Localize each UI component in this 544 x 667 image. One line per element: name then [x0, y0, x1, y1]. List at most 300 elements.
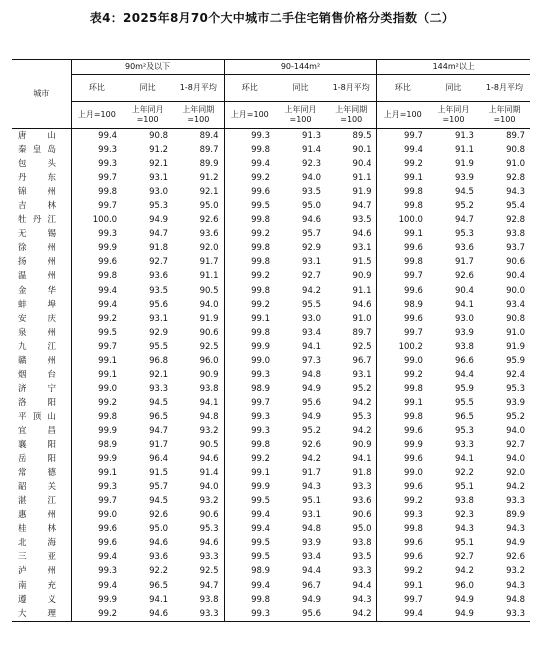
index-value: 99.4 — [98, 580, 118, 591]
index-value: 95.3 — [506, 383, 525, 394]
index-value: 90.8 — [506, 145, 525, 156]
index-value: 94.9 — [302, 594, 321, 605]
yoy-header: 同比 — [428, 75, 479, 102]
group-header-small: 90m²及以下 — [71, 60, 224, 75]
index-value: 99.2 — [251, 271, 271, 282]
table-row — [12, 284, 530, 298]
index-value: 99.4 — [251, 580, 271, 591]
index-value: 92.6 — [454, 271, 474, 282]
index-value: 93.3 — [173, 550, 224, 564]
index-value: 90.9 — [326, 438, 377, 452]
city-name — [12, 522, 71, 536]
index-value: 91.7 — [173, 255, 224, 269]
table-row — [12, 593, 530, 607]
index-value: 90.4 — [326, 157, 377, 171]
yoy-header: 同比 — [275, 75, 326, 102]
index-value: 99.8 — [98, 271, 118, 282]
index-value: 99.8 — [404, 257, 423, 268]
index-value: 99.1 — [404, 580, 423, 591]
index-value: 94.3 — [454, 524, 474, 535]
city-label: 常 德 — [18, 468, 56, 479]
index-value: 99.8 — [251, 215, 271, 226]
index-value: 99.8 — [251, 243, 271, 254]
index-value: 99.8 — [251, 440, 271, 451]
index-value: 95.2 — [454, 201, 474, 212]
table-row — [12, 396, 530, 410]
index-value: 99.6 — [404, 426, 423, 436]
city-name — [12, 227, 71, 241]
index-value: 92.0 — [506, 468, 525, 479]
index-value: 94.6 — [149, 538, 169, 549]
index-value: 92.8 — [506, 173, 525, 184]
index-value: 93.1 — [302, 257, 321, 268]
index-value: 94.6 — [302, 215, 321, 226]
index-value: 94.5 — [454, 187, 474, 198]
index-value: 94.3 — [506, 580, 525, 591]
index-value: 93.1 — [149, 313, 169, 324]
city-label: 金 华 — [18, 285, 56, 296]
index-value: 91.4 — [302, 145, 321, 156]
index-value: 92.1 — [149, 369, 169, 380]
index-value: 99.4 — [404, 145, 423, 156]
index-value: 93.6 — [454, 243, 474, 254]
index-value: 90.0 — [506, 285, 525, 296]
index-value: 98.9 — [404, 299, 423, 310]
index-value: 99.8 — [251, 257, 271, 268]
index-value: 99.5 — [251, 201, 271, 212]
index-value: 94.9 — [302, 411, 321, 422]
index-value: 94.7 — [149, 426, 169, 436]
index-value: 99.4 — [251, 524, 271, 535]
index-value: 94.8 — [506, 594, 525, 605]
index-value: 99.8 — [404, 411, 423, 422]
index-value: 95.6 — [302, 397, 321, 408]
index-value: 92.9 — [149, 327, 169, 338]
index-value: 92.4 — [506, 369, 525, 380]
index-value: 96.5 — [149, 580, 169, 591]
index-value: 94.3 — [506, 524, 525, 535]
city-label: 岳 阳 — [18, 454, 56, 465]
index-value: 93.0 — [302, 313, 321, 324]
index-value: 91.7 — [454, 257, 474, 268]
index-value: 99.2 — [98, 397, 118, 408]
table-row — [12, 157, 530, 171]
index-value: 92.7 — [302, 271, 321, 282]
city-column-header: 城市 — [12, 60, 71, 129]
index-value: 92.2 — [149, 566, 169, 577]
index-value: 92.9 — [302, 243, 321, 254]
index-value: 92.6 — [149, 510, 169, 521]
index-value: 99.5 — [251, 552, 271, 563]
city-name — [12, 438, 71, 452]
city-label: 丹 东 — [18, 173, 56, 184]
city-name — [12, 185, 71, 199]
table-row — [12, 508, 530, 522]
index-value: 99.1 — [404, 229, 423, 240]
city-label: 无 锡 — [18, 229, 56, 240]
table-row — [12, 269, 530, 283]
city-label: 泸 州 — [18, 566, 56, 577]
table-row — [12, 424, 530, 438]
city-name — [12, 550, 71, 564]
index-value: 91.8 — [326, 466, 377, 480]
index-value: 94.0 — [302, 173, 321, 184]
city-label: 北 海 — [18, 538, 56, 549]
city-label: 惠 州 — [18, 510, 56, 521]
index-value: 92.3 — [302, 159, 321, 170]
table-row — [12, 536, 530, 550]
index-value: 99.1 — [251, 313, 271, 324]
city-name — [12, 607, 71, 622]
index-value: 99.3 — [98, 566, 118, 577]
index-value: 99.3 — [224, 607, 275, 622]
city-label: 秦 皇 岛 — [18, 145, 56, 156]
index-value: 90.6 — [173, 508, 224, 522]
index-value: 99.7 — [251, 397, 271, 408]
index-value: 95.3 — [173, 522, 224, 536]
index-value: 99.9 — [98, 454, 118, 465]
table-row — [12, 171, 530, 185]
index-value: 99.2 — [251, 173, 271, 184]
index-value: 95.1 — [302, 496, 321, 507]
index-value: 95.5 — [149, 341, 169, 352]
city-name — [12, 564, 71, 578]
city-name — [12, 340, 71, 354]
index-value: 94.2 — [326, 424, 377, 438]
index-value: 93.9 — [302, 538, 321, 549]
index-value: 95.3 — [454, 229, 474, 240]
index-value: 91.4 — [173, 466, 224, 480]
index-value: 99.9 — [98, 243, 118, 254]
city-label: 南 充 — [18, 580, 56, 591]
table-row — [12, 579, 530, 593]
index-value: 94.4 — [454, 369, 474, 380]
index-value: 93.6 — [149, 271, 169, 282]
index-value: 99.3 — [251, 131, 271, 142]
index-value: 99.1 — [98, 355, 118, 366]
base-same-period: 上年同期=100 — [479, 102, 530, 129]
table-row — [12, 368, 530, 382]
city-name — [12, 354, 71, 368]
index-value: 99.3 — [98, 145, 118, 156]
city-label: 九 江 — [18, 341, 56, 352]
index-value: 99.7 — [98, 496, 118, 507]
index-value: 92.5 — [173, 564, 224, 578]
index-value: 93.7 — [506, 243, 525, 254]
index-value: 95.0 — [149, 524, 169, 535]
index-value: 91.7 — [149, 440, 169, 451]
city-label: 安 庆 — [18, 313, 56, 324]
city-name — [12, 508, 71, 522]
group-header-large: 144m²以上 — [377, 60, 530, 75]
index-value: 99.1 — [251, 468, 271, 479]
index-value: 91.3 — [454, 131, 474, 142]
index-value: 93.9 — [454, 173, 474, 184]
index-value: 93.0 — [149, 187, 169, 198]
index-value: 89.7 — [506, 131, 525, 142]
city-label: 襄 阳 — [18, 440, 56, 451]
index-value: 93.8 — [173, 593, 224, 607]
index-value: 93.3 — [149, 383, 169, 394]
index-value: 93.3 — [479, 607, 530, 622]
avg-header: 1-8月平均 — [173, 75, 224, 102]
index-value: 99.8 — [98, 187, 118, 198]
index-value: 99.2 — [404, 159, 423, 170]
index-value: 93.3 — [326, 564, 377, 578]
index-value: 99.8 — [404, 524, 423, 535]
city-name — [12, 494, 71, 508]
index-value: 99.8 — [98, 411, 118, 422]
table-row — [12, 466, 530, 480]
index-value: 99.2 — [251, 454, 271, 465]
index-value: 92.5 — [326, 340, 377, 354]
index-value: 99.6 — [404, 243, 423, 254]
index-value: 96.8 — [149, 355, 169, 366]
index-value: 94.1 — [173, 396, 224, 410]
city-label: 蚌 埠 — [18, 299, 56, 310]
index-value: 92.1 — [173, 185, 224, 199]
city-name — [12, 536, 71, 550]
index-value: 94.0 — [173, 480, 224, 494]
city-label: 湛 江 — [18, 496, 56, 507]
index-value: 99.5 — [98, 327, 118, 338]
city-label: 扬 州 — [18, 257, 56, 268]
index-value: 93.6 — [149, 552, 169, 563]
index-value: 92.0 — [173, 241, 224, 255]
index-value: 99.0 — [404, 355, 423, 366]
index-value: 91.1 — [454, 145, 474, 156]
index-value: 94.3 — [302, 482, 321, 493]
index-value: 96.5 — [149, 411, 169, 422]
index-value: 93.2 — [506, 566, 525, 577]
index-value: 95.4 — [506, 201, 525, 212]
index-value: 91.9 — [326, 185, 377, 199]
index-value: 91.7 — [302, 468, 321, 479]
index-value: 99.7 — [404, 327, 423, 338]
index-value: 99.2 — [98, 313, 118, 324]
index-value: 99.8 — [404, 201, 423, 212]
index-value: 98.9 — [98, 440, 118, 451]
city-name — [12, 199, 71, 213]
index-value: 90.4 — [506, 271, 525, 282]
city-label: 韶 关 — [18, 482, 56, 493]
city-name — [12, 298, 71, 312]
index-value: 90.5 — [173, 284, 224, 298]
index-value: 93.0 — [454, 313, 474, 324]
index-value: 93.5 — [149, 285, 169, 296]
table-row — [12, 143, 530, 157]
index-value: 91.2 — [173, 171, 224, 185]
index-value: 91.3 — [302, 131, 321, 142]
city-name — [12, 452, 71, 466]
index-value: 99.4 — [98, 131, 118, 142]
city-label: 济 宁 — [18, 383, 56, 394]
index-value: 91.2 — [149, 145, 169, 156]
index-value: 99.8 — [251, 145, 271, 156]
index-value: 99.7 — [98, 201, 118, 212]
table-row — [12, 326, 530, 340]
base-same-month: 上年同月=100 — [275, 102, 326, 129]
index-value: 99.4 — [377, 607, 428, 622]
index-value: 94.7 — [326, 199, 377, 213]
index-value: 99.9 — [251, 341, 271, 352]
index-value: 99.4 — [251, 510, 271, 521]
base-same-month: 上年同月=100 — [428, 102, 479, 129]
index-value: 99.8 — [404, 383, 423, 394]
index-value: 96.4 — [149, 454, 169, 465]
city-label: 包 头 — [18, 159, 56, 170]
index-value: 99.4 — [98, 299, 118, 310]
index-value: 90.9 — [326, 269, 377, 283]
index-value: 95.2 — [302, 426, 321, 436]
index-value: 100.2 — [398, 341, 423, 352]
index-value: 93.9 — [454, 327, 474, 338]
index-value: 95.1 — [454, 538, 474, 549]
table-row — [12, 494, 530, 508]
index-value: 94.2 — [302, 285, 321, 296]
base-last-month: 上月=100 — [71, 102, 122, 129]
table-row — [12, 438, 530, 452]
index-value: 94.2 — [506, 482, 525, 493]
index-value: 99.4 — [251, 159, 271, 170]
index-value: 94.1 — [454, 454, 474, 465]
index-value: 91.0 — [506, 159, 525, 170]
index-value: 96.7 — [302, 580, 321, 591]
index-value: 94.6 — [173, 452, 224, 466]
index-value: 99.3 — [98, 482, 118, 493]
index-value: 93.8 — [173, 382, 224, 396]
index-value: 99.1 — [98, 468, 118, 479]
index-value: 94.1 — [149, 594, 169, 605]
index-value: 99.1 — [98, 369, 118, 380]
city-label: 桂 林 — [18, 524, 56, 535]
index-value: 99.1 — [404, 397, 423, 408]
index-value: 93.4 — [302, 552, 321, 563]
table-row — [12, 185, 530, 199]
index-value: 92.7 — [454, 552, 474, 563]
index-value: 99.6 — [404, 313, 423, 324]
index-value: 98.9 — [251, 383, 271, 394]
index-value: 96.5 — [454, 411, 474, 422]
index-value: 94.9 — [149, 215, 169, 226]
index-value: 89.7 — [326, 326, 377, 340]
index-value: 99.5 — [251, 538, 271, 549]
city-name — [12, 129, 71, 144]
index-value: 93.4 — [506, 299, 525, 310]
index-value: 94.0 — [506, 426, 525, 436]
index-value: 94.6 — [326, 298, 377, 312]
index-value: 93.1 — [302, 510, 321, 521]
index-value: 96.6 — [454, 355, 474, 366]
index-value: 99.9 — [98, 426, 118, 436]
index-value: 94.7 — [173, 579, 224, 593]
city-name — [12, 396, 71, 410]
index-value: 95.0 — [173, 199, 224, 213]
city-label: 唐 山 — [18, 131, 56, 142]
index-value: 93.6 — [173, 227, 224, 241]
yoy-header: 同比 — [122, 75, 173, 102]
index-value: 92.6 — [173, 213, 224, 227]
index-value: 93.3 — [326, 480, 377, 494]
index-value: 99.0 — [251, 355, 271, 366]
city-name — [12, 368, 71, 382]
index-value: 95.2 — [506, 411, 525, 422]
city-label: 平 顶 山 — [18, 411, 56, 422]
table-row — [12, 522, 530, 536]
index-value: 99.6 — [404, 454, 423, 465]
index-value: 99.6 — [404, 552, 423, 563]
index-value: 99.0 — [404, 468, 423, 479]
city-label: 三 亚 — [18, 552, 56, 563]
index-value: 99.3 — [251, 411, 271, 422]
index-value: 99.7 — [404, 594, 423, 605]
index-value: 91.0 — [506, 327, 525, 338]
index-value: 99.3 — [98, 229, 118, 240]
index-value: 99.8 — [251, 327, 271, 338]
index-value: 95.9 — [454, 383, 474, 394]
index-value: 89.4 — [173, 129, 224, 144]
index-value: 100.0 — [398, 215, 423, 226]
city-name — [12, 424, 71, 438]
index-value: 93.1 — [326, 241, 377, 255]
index-value: 93.5 — [326, 213, 377, 227]
index-value: 91.9 — [506, 341, 525, 352]
city-name — [12, 410, 71, 424]
index-value: 92.6 — [506, 552, 525, 563]
index-value: 99.3 — [251, 369, 271, 380]
index-value: 95.6 — [149, 299, 169, 310]
index-value: 92.1 — [149, 159, 169, 170]
table-row — [12, 550, 530, 564]
index-value: 92.5 — [173, 340, 224, 354]
city-label: 徐 州 — [18, 243, 56, 254]
index-value: 99.6 — [98, 538, 118, 549]
avg-header: 1-8月平均 — [479, 75, 530, 102]
index-value: 93.3 — [506, 496, 525, 507]
index-value: 99.0 — [98, 383, 118, 394]
index-value: 95.3 — [149, 201, 169, 212]
index-value: 99.5 — [251, 496, 271, 507]
index-value: 99.6 — [404, 538, 423, 549]
index-value: 91.1 — [326, 284, 377, 298]
index-value: 92.7 — [149, 257, 169, 268]
table-row — [12, 607, 530, 622]
index-value: 99.7 — [98, 173, 118, 184]
index-value: 99.6 — [404, 285, 423, 296]
city-name — [12, 593, 71, 607]
city-name — [12, 579, 71, 593]
index-value: 95.7 — [149, 482, 169, 493]
city-label: 温 州 — [18, 271, 56, 282]
index-value: 99.7 — [404, 271, 423, 282]
index-value: 94.6 — [173, 536, 224, 550]
index-value: 99.2 — [404, 566, 423, 577]
index-value: 94.5 — [149, 496, 169, 507]
table-row — [12, 241, 530, 255]
city-label: 洛 阳 — [18, 397, 56, 408]
index-value: 93.2 — [173, 424, 224, 438]
index-value: 96.0 — [173, 354, 224, 368]
index-value: 90.6 — [506, 257, 525, 268]
index-value: 99.4 — [98, 552, 118, 563]
index-value: 93.1 — [326, 368, 377, 382]
index-value: 99.3 — [98, 159, 118, 170]
index-value: 94.1 — [302, 341, 321, 352]
city-name — [12, 143, 71, 157]
index-value: 99.3 — [404, 510, 423, 521]
index-value: 91.9 — [173, 312, 224, 326]
index-value: 99.9 — [251, 482, 271, 493]
